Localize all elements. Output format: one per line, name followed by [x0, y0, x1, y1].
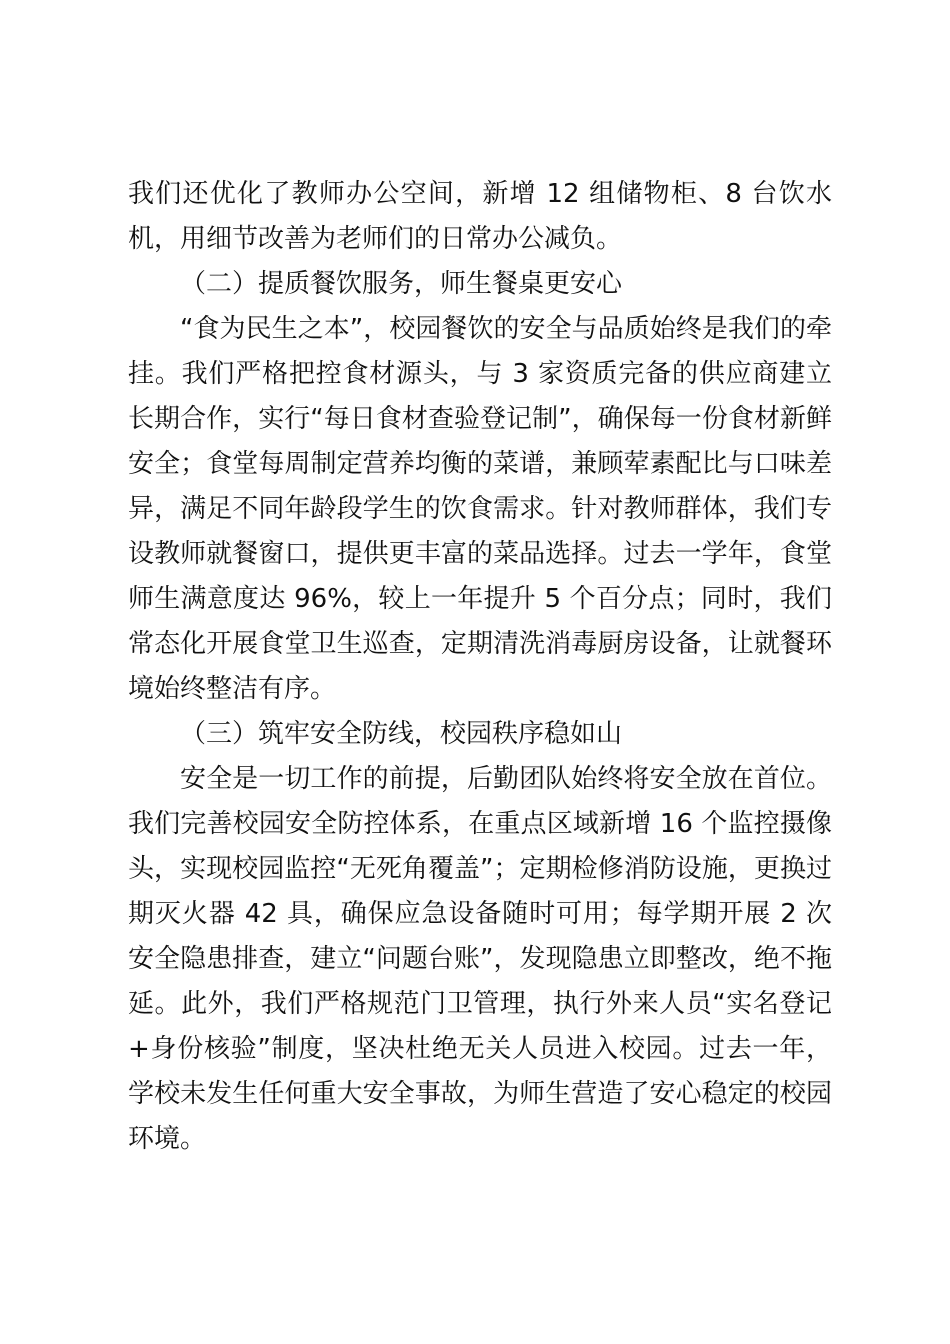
- paragraph-safety: 安全是一切工作的前提，后勤团队始终将安全放在首位。我们完善校园安全防控体系，在重点区域新增 16 个监控摄像头，实现校园监控“无死角覆盖”；定期检修消防设施，更换过期灭火器 42 具，确保应急设备随时可用；每学期开展 2 次安全隐患排查，建立“问题台账”，发现隐患立即整改，绝不拖延。此外，我们严格规范门卫管理，执行外来人员“实名登记+身份核验”制度，坚决杜绝无关人员进入校园。过去一年，学校未发生任何重大安全事故，为师生营造了安心稳定的校园环境。: [128, 764, 832, 1154]
- paragraph-catering: “食为民生之本”，校园餐饮的安全与品质始终是我们的牵挂。我们严格把控食材源头，与 3 家资质完备的供应商建立长期合作，实行“每日食材查验登记制”，确保每一份食材新鲜安全；食堂每周制定营养均衡的菜谱，兼顾荤素配比与口味差异，满足不同年龄段学生的饮食需求。针对教师群体，我们专设教师就餐窗口，提供更丰富的菜品选择。过去一学年，食堂师生满意度达 96%，较上一年提升 5 个百分点；同时，我们常态化开展食堂卫生巡查，定期清洗消毒厨房设备，让就餐环境始终整洁有序。: [128, 314, 832, 704]
- paragraph-office-space: 我们还优化了教师办公空间，新增 12 组储物柜、8 台饮水机，用细节改善为老师们的日常办公减负。: [128, 179, 832, 254]
- section-heading-safety: （三）筑牢安全防线，校园秩序稳如山: [180, 719, 623, 749]
- document-body: [128, 172, 832, 1162]
- section-heading-catering: （二）提质餐饮服务，师生餐桌更安心: [180, 269, 623, 299]
